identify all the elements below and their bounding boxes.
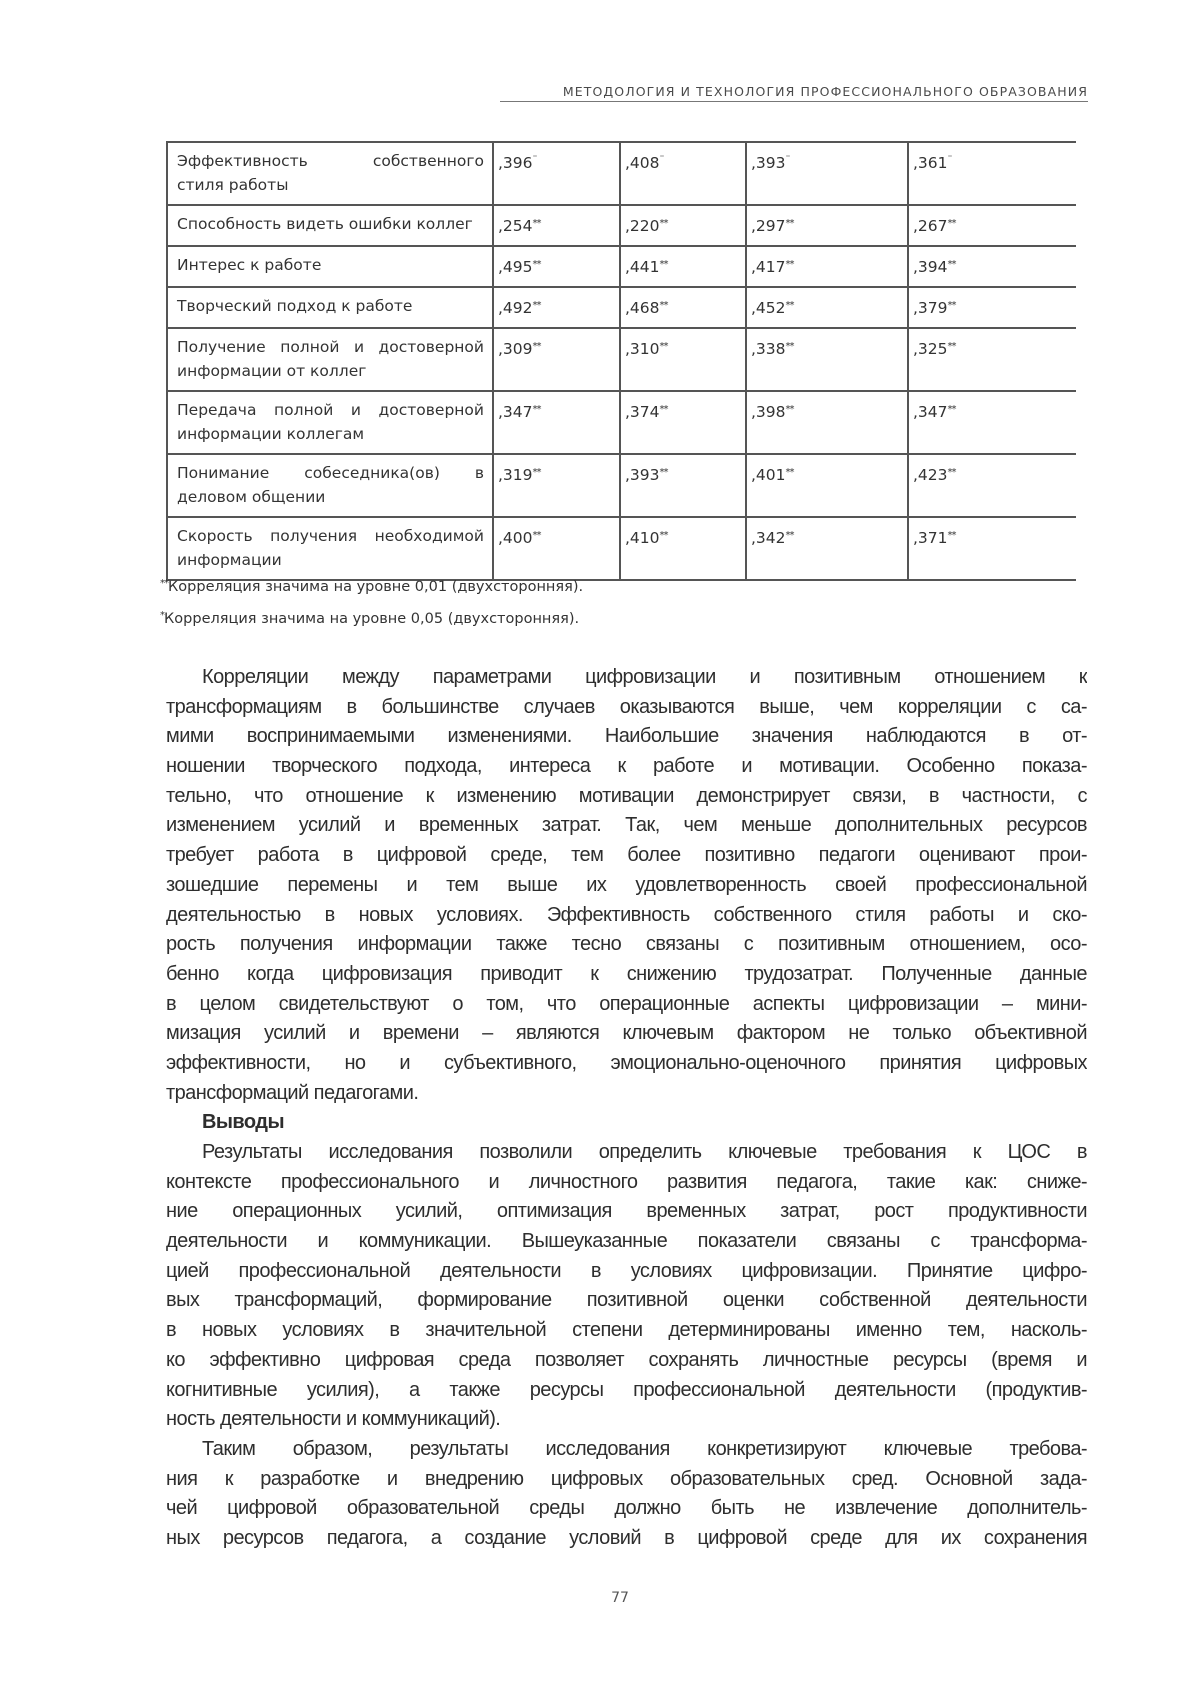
correlation-cell	[746, 142, 908, 205]
correlation-value: ,468	[625, 299, 660, 317]
correlation-value: ,393	[625, 466, 660, 484]
correlation-cell	[493, 287, 620, 328]
significance-mark: **	[659, 467, 668, 478]
correlation-value: ,347	[498, 403, 533, 421]
correlation-value: ,408	[625, 154, 660, 172]
correlation-value: ,410	[625, 529, 660, 547]
significance-mark: **	[532, 218, 541, 229]
correlation-cell	[908, 517, 1076, 580]
significance-mark: ¨	[532, 155, 537, 166]
significance-mark: **	[947, 218, 956, 229]
row-label-line: Способность видеть ошибки коллег	[177, 215, 473, 233]
correlation-value: ,342	[751, 529, 786, 547]
table-row	[167, 517, 1076, 580]
significance-mark: ¨	[659, 155, 664, 166]
correlation-value: ,309	[498, 340, 533, 358]
row-label-line: информации от коллег	[177, 362, 367, 380]
correlation-cell	[620, 517, 746, 580]
correlation-value: ,423	[913, 466, 948, 484]
correlation-cell	[908, 287, 1076, 328]
significance-mark: **	[947, 300, 956, 311]
correlation-value: ,396	[498, 154, 533, 172]
text-line: изменением усилий и временных затрат. Так, чем меньше дополнительных ресурсов	[166, 814, 1087, 837]
significance-mark: **	[785, 530, 794, 541]
correlation-cell	[908, 142, 1076, 205]
significance-mark: **	[659, 341, 668, 352]
significance-mark: **	[785, 467, 794, 478]
correlation-cell	[493, 391, 620, 454]
text-line: ния к разработке и внедрению цифровых образовательных сред. Основной зада-	[166, 1467, 1087, 1490]
correlation-value: ,452	[751, 299, 786, 317]
text-line: тельно, что отношение к изменению мотивации демонстрирует связи, в частности, с	[166, 784, 1087, 807]
correlation-cell	[620, 391, 746, 454]
correlation-value: ,267	[913, 217, 948, 235]
significance-mark: **	[947, 530, 956, 541]
correlation-cell	[620, 142, 746, 205]
correlation-cell	[908, 391, 1076, 454]
correlation-cell	[746, 287, 908, 328]
text-line: бенно когда цифровизация приводит к снижению трудозатрат. Полученные данные	[166, 962, 1087, 985]
significance-mark: **	[532, 341, 541, 352]
correlation-cell	[908, 328, 1076, 391]
row-label	[167, 454, 493, 517]
correlation-cell	[746, 391, 908, 454]
correlation-cell	[908, 205, 1076, 246]
row-label-line: информации коллегам	[177, 425, 365, 443]
text-line: деятельностью в новых условиях. Эффективность собственного стиля работы и ско-	[166, 903, 1087, 926]
correlation-cell	[908, 454, 1076, 517]
row-label	[167, 391, 493, 454]
significance-mark: **	[785, 259, 794, 270]
page-number: 77	[611, 1590, 629, 1606]
correlation-value: ,338	[751, 340, 786, 358]
correlation-value: ,401	[751, 466, 786, 484]
table-row	[167, 142, 1076, 205]
correlation-value: ,325	[913, 340, 948, 358]
running-header: МЕТОДОЛОГИЯ И ТЕХНОЛОГИЯ ПРОФЕССИОНАЛЬНОГО ОБРАЗОВАНИЯ	[500, 84, 1088, 102]
table-row	[167, 246, 1076, 287]
row-label-line: Творческий подход к работе	[177, 297, 413, 315]
correlation-cell	[746, 246, 908, 287]
significance-mark: **	[785, 300, 794, 311]
significance-mark: **	[947, 341, 956, 352]
correlation-cell	[620, 205, 746, 246]
row-label-line: стиля работы	[177, 176, 289, 194]
correlation-value: ,441	[625, 258, 660, 276]
row-label	[167, 517, 493, 580]
text-line: трансформациям в большинстве случаев оказываются выше, чем корреляции с са-	[166, 695, 1087, 718]
significance-mark: **	[947, 404, 956, 415]
text-line: контексте профессионального и личностного развития педагога, такие как: сниже-	[166, 1170, 1087, 1193]
correlation-cell	[620, 454, 746, 517]
significance-mark: **	[659, 404, 668, 415]
text-line: зошедшие перемены и тем выше их удовлетворенность своей профессиональной	[166, 873, 1087, 896]
significance-mark: ¨	[785, 155, 790, 166]
text-line: вых трансформаций, формирование позитивной оценки собственной деятельности	[166, 1289, 1087, 1312]
correlation-value: ,297	[751, 217, 786, 235]
text-line: деятельности и коммуникации. Вышеуказанные показатели связаны с трансформа-	[166, 1230, 1087, 1253]
significance-mark: **	[659, 300, 668, 311]
significance-mark: **	[659, 218, 668, 229]
row-label-line: Получение полной и достоверной	[177, 338, 484, 356]
footnote-mark: *	[160, 610, 164, 621]
text-line: ко эффективно цифровая среда позволяет сохранять личностные ресурсы (время и	[166, 1348, 1087, 1371]
text-line: цией профессиональной деятельности в условиях цифровизации. Принятие цифро-	[166, 1259, 1087, 1282]
text-line: когнитивные усилия), а также ресурсы профессиональной деятельности (продуктив-	[166, 1378, 1087, 1401]
row-label-line: деловом общении	[177, 488, 326, 506]
text-line: трансформаций педагогами.	[166, 1081, 419, 1104]
correlation-cell	[493, 328, 620, 391]
row-label-line: Интерес к работе	[177, 256, 322, 274]
correlation-cell	[620, 287, 746, 328]
correlation-cell	[746, 328, 908, 391]
row-label	[167, 287, 493, 328]
significance-mark: **	[785, 404, 794, 415]
text-line: в целом свидетельствуют о том, что операционные аспекты цифровизации – мини-	[166, 992, 1087, 1015]
row-label	[167, 328, 493, 391]
footnote-p005	[160, 606, 579, 629]
footnote-text: Корреляция значима на уровне 0,01 (двухсторонняя).	[168, 579, 584, 595]
correlation-value: ,374	[625, 403, 660, 421]
significance-mark: **	[785, 341, 794, 352]
body-text	[166, 663, 1087, 1554]
row-label-line: информации	[177, 551, 282, 569]
text-line: ность деятельности и коммуникаций).	[166, 1408, 501, 1431]
correlation-value: ,394	[913, 258, 948, 276]
significance-mark: **	[532, 404, 541, 415]
correlation-cell	[746, 205, 908, 246]
significance-mark: **	[532, 259, 541, 270]
significance-mark: **	[532, 530, 541, 541]
correlation-value: ,371	[913, 529, 948, 547]
table-row	[167, 287, 1076, 328]
correlation-cell	[493, 142, 620, 205]
correlation-value: ,347	[913, 403, 948, 421]
text-line: в новых условиях в значительной степени детерминированы именно тем, насколь-	[166, 1319, 1087, 1342]
significance-mark: **	[532, 467, 541, 478]
significance-mark: **	[947, 259, 956, 270]
row-label-line: Понимание собеседника(ов) в	[177, 464, 484, 482]
correlation-value: ,495	[498, 258, 533, 276]
row-label-line: Эффективность собственного	[177, 152, 484, 170]
significance-mark: **	[947, 467, 956, 478]
significance-mark: **	[659, 259, 668, 270]
text-line: чей цифровой образовательной среды должно быть не извлечение дополнитель-	[166, 1497, 1087, 1520]
correlation-cell	[493, 246, 620, 287]
correlation-cell	[620, 328, 746, 391]
significance-mark: **	[532, 300, 541, 311]
correlation-value: ,310	[625, 340, 660, 358]
text-line: мизация усилий и времени – являются ключевым фактором не только объективной	[166, 1022, 1087, 1045]
correlation-cell	[493, 205, 620, 246]
row-label-line: Скорость получения необходимой	[177, 527, 484, 545]
text-line: Корреляции между параметрами цифровизации и позитивным отношением к	[202, 666, 1087, 688]
correlation-value: ,361	[913, 154, 948, 172]
correlation-table	[166, 141, 1076, 581]
footnote-mark: **	[160, 578, 168, 589]
correlation-cell	[493, 454, 620, 517]
correlation-cell	[908, 246, 1076, 287]
correlation-value: ,379	[913, 299, 948, 317]
text-line: ние операционных усилий, оптимизация временных затрат, рост продуктивности	[166, 1200, 1087, 1223]
table-row	[167, 205, 1076, 246]
significance-mark: **	[659, 530, 668, 541]
table-row	[167, 454, 1076, 517]
correlation-cell	[746, 454, 908, 517]
text-line: Результаты исследования позволили определить ключевые требования к ЦОС в	[202, 1141, 1087, 1163]
footnote-text: Корреляция значима на уровне 0,05 (двухсторонняя).	[164, 611, 580, 627]
text-line: Таким образом, результаты исследования конкретизируют ключевые требова-	[202, 1437, 1087, 1460]
significance-mark: ¨	[947, 155, 952, 166]
correlation-value: ,220	[625, 217, 660, 235]
row-label	[167, 246, 493, 287]
text-line: ных ресурсов педагога, а создание условий в цифровой среде для их сохранения	[166, 1526, 1087, 1549]
correlation-value: ,492	[498, 299, 533, 317]
table-row	[167, 328, 1076, 391]
text-line: рость получения информации также тесно связаны с позитивным отношением, осо-	[166, 933, 1087, 956]
footnote-p001	[160, 574, 583, 597]
text-line: ношении творческого подхода, интереса к работе и мотивации. Особенно показа-	[166, 755, 1087, 778]
text-line: требует работа в цифровой среде, тем более позитивно педагоги оценивают прои-	[166, 844, 1087, 867]
correlation-value: ,254	[498, 217, 533, 235]
row-label-line: Передача полной и достоверной	[177, 401, 484, 419]
correlation-value: ,319	[498, 466, 533, 484]
significance-mark: **	[785, 218, 794, 229]
table-row	[167, 391, 1076, 454]
correlation-value: ,417	[751, 258, 786, 276]
correlation-value: ,393	[751, 154, 786, 172]
text-line: эффективности, но и субъективного, эмоционально-оценочного принятия цифровых	[166, 1051, 1087, 1074]
section-heading: Выводы	[202, 1111, 284, 1134]
correlation-value: ,400	[498, 529, 533, 547]
correlation-cell	[493, 517, 620, 580]
row-label	[167, 142, 493, 205]
correlation-value: ,398	[751, 403, 786, 421]
text-line: мими воспринимаемыми изменениями. Наибольшие значения наблюдаются в от-	[166, 725, 1087, 748]
row-label	[167, 205, 493, 246]
correlation-cell	[746, 517, 908, 580]
correlation-cell	[620, 246, 746, 287]
